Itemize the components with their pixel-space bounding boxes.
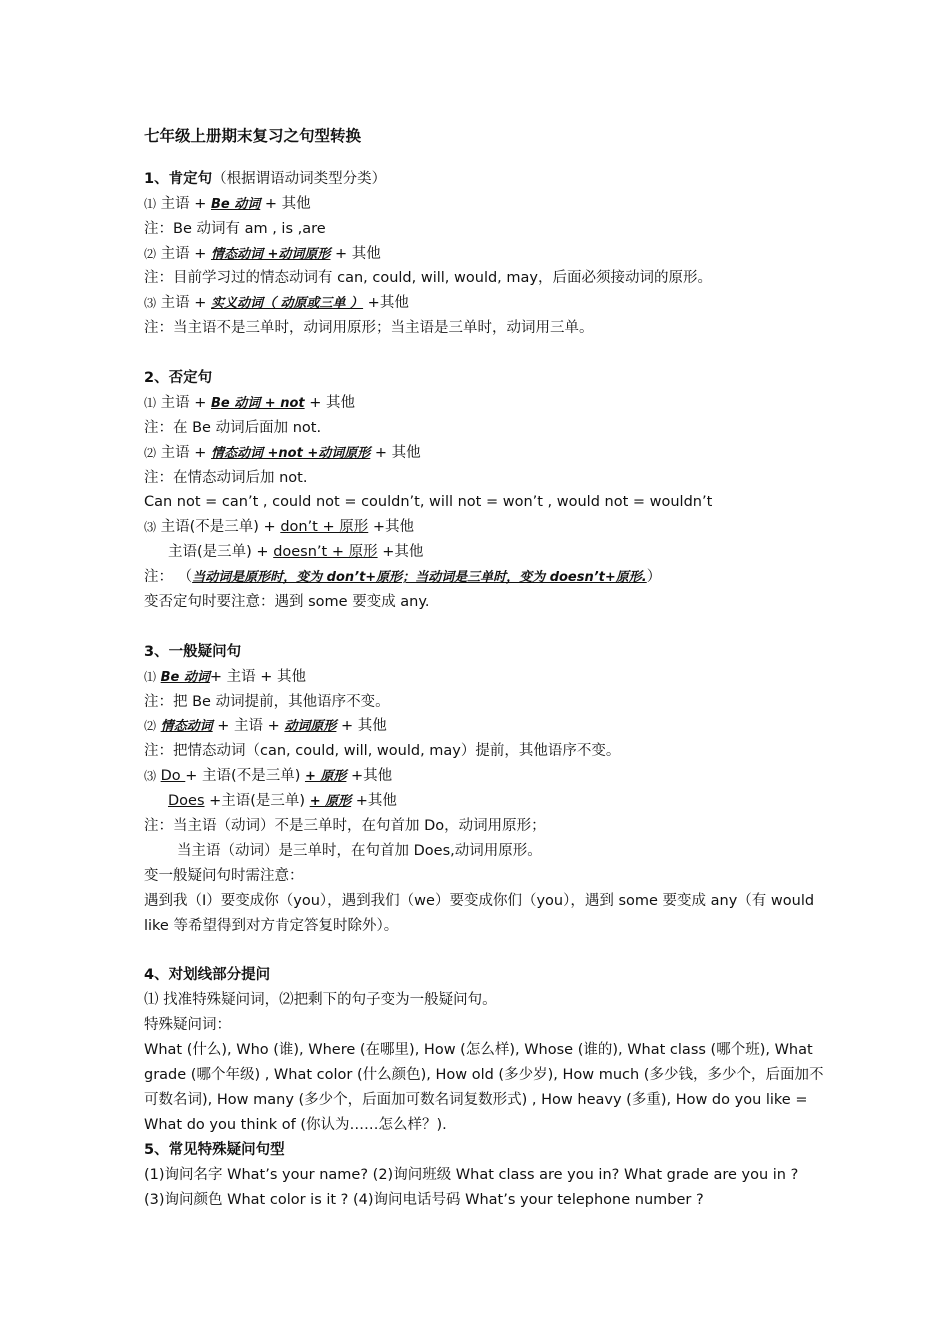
s2-note-1: 注：在 Be 动词后面加 not. — [144, 419, 322, 436]
rule-number: ⑵ — [144, 246, 157, 261]
section-4-heading: 4、对划线部分提问 — [144, 967, 271, 984]
document-page — [144, 118, 834, 1212]
rule-formula: Be 动词 — [160, 669, 210, 685]
s1-note-1: 注：Be 动词有 am , is ,are — [144, 220, 326, 237]
rule-text: + 其他 — [260, 195, 311, 212]
rule-number: ⑶ — [144, 769, 157, 784]
rule-text: +其他 — [363, 295, 409, 312]
rule-formula: 动词原形 — [284, 719, 337, 735]
s2-rule-2 — [144, 441, 834, 466]
rule-number: ⑶ — [144, 520, 157, 535]
s2-rule-1 — [144, 391, 834, 416]
rule-text: + 主语(不是三单) — [185, 768, 305, 785]
s4-line-1: ⑴ 找准特殊疑问词，⑵把剩下的句子变为一般疑问句。 — [144, 992, 497, 1009]
rule-text: 主语 + — [156, 394, 211, 411]
s4-line-2: 特殊疑问词： — [144, 1017, 231, 1034]
note-text: ） — [646, 569, 662, 586]
rule-number: ⑶ — [144, 296, 157, 311]
rule-formula: + 原形 — [309, 794, 352, 810]
rule-formula: Be 动词 + not — [211, 395, 305, 411]
rule-number: ⑴ — [144, 196, 157, 211]
section-1-heading — [144, 167, 834, 192]
rule-number: ⑵ — [144, 719, 157, 734]
s2-rule-4 — [144, 540, 834, 565]
page-title: 七年级上册期末复习之句型转换 — [144, 127, 362, 145]
s4-question-words: What (什么), Who (谁), Where (在哪里), How (怎么样), Whose (谁的), What class (哪个班), What grade (哪个年级) , What color (什么颜色), How old (多少岁), How much (多少钱，多少个，后面加不可数名词), How many (多少个，后面加可数名词复数形式) , How heavy (多重), How do you like = What do you think of (你认为……怎么样？). — [144, 1042, 824, 1133]
rule-text: +其他 — [351, 793, 397, 810]
rule-number: ⑵ — [144, 445, 157, 460]
rule-formula: 情态动词 — [160, 719, 213, 735]
rule-number: ⑴ — [144, 669, 157, 684]
s1-rule-1 — [144, 192, 834, 217]
s3-rule-1 — [144, 665, 834, 690]
rule-text: + 其他 — [330, 245, 381, 262]
rule-text: + 主语 + — [212, 718, 285, 735]
s3-rule-3 — [144, 764, 834, 789]
rule-text: 主语(不是三单) + — [156, 519, 281, 536]
section-3-heading: 3、一般疑问句 — [144, 643, 242, 660]
s1-rule-3 — [144, 291, 834, 316]
s2-note-2: 注：在情态动词后加 not. — [144, 469, 308, 486]
rule-text: 主语 + — [156, 295, 211, 312]
section-1-note: （根据谓语动词类型分类） — [212, 170, 387, 187]
s5-line-2: (3)询问颜色 What color is it ? (4)询问电话号码 What’s your telephone number ? — [144, 1191, 704, 1208]
rule-formula: doesn’t + 原形 — [273, 544, 378, 561]
s3-rule-2 — [144, 714, 834, 739]
s5-line-1: (1)询问名字 What’s your name? (2)询问班级 What class are you in? What grade are you in ? — [144, 1166, 799, 1183]
rule-text: + 其他 — [304, 394, 355, 411]
s1-note-3: 注：当主语不是三单时，动词用原形；当主语是三单时，动词用三单。 — [144, 320, 594, 337]
section-1-title: 1、肯定句 — [144, 170, 213, 187]
spacer — [144, 341, 834, 366]
rule-formula: Be 动词 — [211, 196, 261, 212]
rule-formula: Do — [160, 768, 186, 785]
rule-text: 主语 + — [156, 195, 211, 212]
s1-note-2: 注：目前学习过的情态动词有 can, could, will, would, may，后面必须接动词的原形。 — [144, 270, 712, 287]
spacer — [144, 615, 834, 640]
rule-formula: + 原形 — [304, 769, 347, 785]
rule-formula: 情态动词 +动词原形 — [211, 246, 331, 262]
s3-note-6: 遇到我（I）要变成你（you），遇到我们（we）要变成你们（you），遇到 some 要变成 any（有 would like 等希望得到对方肯定答复时除外）。 — [144, 892, 815, 934]
section-2-heading: 2、否定句 — [144, 370, 213, 387]
rule-text: +主语(是三单) — [204, 793, 310, 810]
s3-note-2: 注：把情态动词（can, could, will, would, may）提前，其他语序不变。 — [144, 743, 621, 760]
rule-text: + 其他 — [370, 444, 421, 461]
rule-number: ⑴ — [144, 395, 157, 410]
rule-text: +其他 — [368, 519, 415, 536]
rule-text: 主语 + — [156, 245, 211, 262]
rule-formula: don’t + 原形 — [280, 519, 369, 536]
s3-note-3: 注：当主语（动词）不是三单时，在句首加 Do，动词用原形； — [144, 818, 546, 835]
s3-note-1: 注：把 Be 动词提前，其他语序不变。 — [144, 693, 390, 710]
rule-text: 主语(是三单) + — [168, 544, 274, 561]
rule-formula: 情态动词 +not +动词原形 — [211, 445, 371, 461]
s3-note-4: 当主语（动词）是三单时，在句首加 Does,动词用原形。 — [177, 842, 542, 859]
s2-note-3 — [144, 565, 834, 590]
rule-text: + 主语 + 其他 — [209, 668, 307, 685]
note-formula: 当动词是原形时，变为 don’t+原形；当动词是三单时，变为 doesn’t+原形. — [192, 570, 647, 586]
spacer — [144, 939, 834, 964]
s3-rule-4 — [144, 789, 834, 814]
rule-formula: 实义动词（ 动原或三单 ） — [211, 296, 364, 312]
rule-text: +其他 — [346, 768, 393, 785]
rule-text: 主语 + — [156, 444, 211, 461]
rule-text: +其他 — [377, 544, 424, 561]
s2-note-4: 变否定句时要注意：遇到 some 要变成 any. — [144, 594, 430, 611]
rule-text: + 其他 — [336, 718, 387, 735]
s2-rule-3 — [144, 515, 834, 540]
s1-rule-2 — [144, 242, 834, 267]
note-text: 注： （ — [144, 569, 193, 586]
s3-note-5: 变一般疑问句时需注意： — [144, 867, 304, 884]
section-5-heading: 5、常见特殊疑问句型 — [144, 1141, 285, 1158]
rule-formula: Does — [168, 793, 205, 810]
s2-contractions: Can not = can’t , could not = couldn’t, will not = won’t , would not = wouldn’t — [144, 494, 713, 511]
